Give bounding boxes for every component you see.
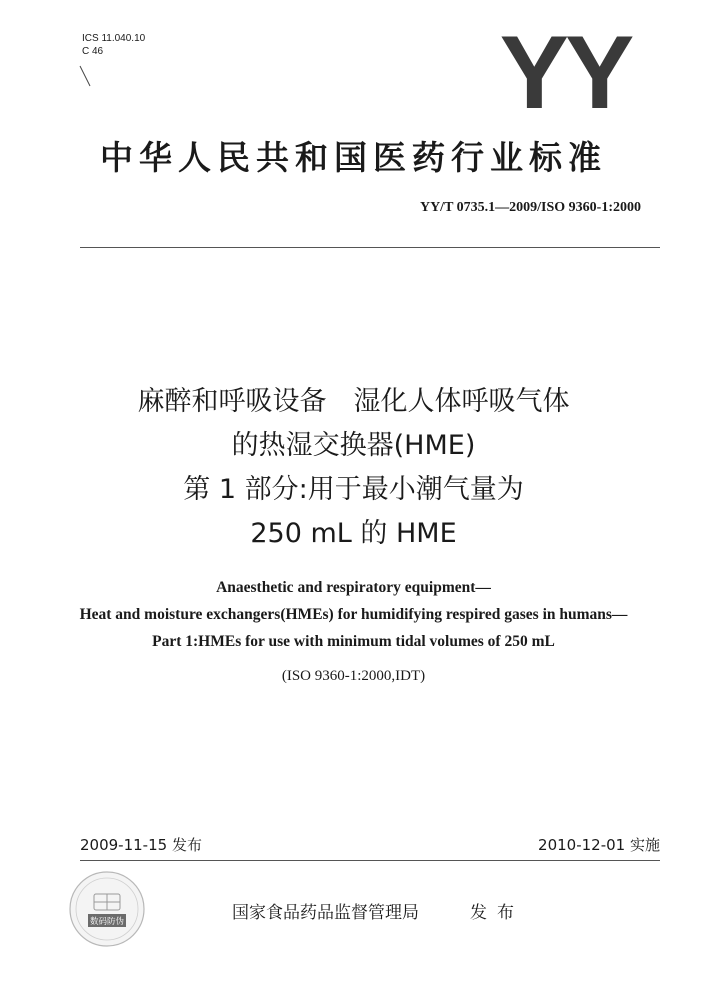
publish-label: 发布 <box>470 903 524 923</box>
english-title-line-1: Anaesthetic and respiratory equipment— <box>216 579 491 596</box>
seal-text: 数码防伪 <box>89 917 125 927</box>
chinese-title <box>0 380 707 556</box>
classification-codes <box>82 32 145 58</box>
top-divider <box>80 247 660 248</box>
chinese-title-line-2: 的热湿交换器(HME) <box>231 430 476 461</box>
issue-date: 2009-11-15 发布 <box>80 836 202 854</box>
iso-equivalence: (ISO 9360-1:2000,IDT) <box>281 668 426 684</box>
anti-counterfeit-seal-icon <box>66 868 148 950</box>
english-title-line-3: Part 1:HMEs for use with minimum tidal volumes of 250 mL <box>152 633 555 650</box>
ics-code: ICS 11.040.10 <box>82 33 146 44</box>
category-mark <box>485 26 645 116</box>
chinese-title-line-3: 第 1 部分:用于最小潮气量为 <box>183 474 524 505</box>
chinese-title-line-1: 麻醉和呼吸设备 湿化人体呼吸气体 <box>137 386 570 417</box>
chinese-title-line-4: 250 mL 的 HME <box>250 518 457 549</box>
organization-title: 中华人民共和国医药行业标准 <box>100 138 607 177</box>
bottom-divider <box>80 860 660 861</box>
implementation-date: 2010-12-01 实施 <box>538 836 660 854</box>
english-title-line-2: Heat and moisture exchangers(HMEs) for humidifying respired gases in humans— <box>79 606 628 623</box>
pen-mark-icon <box>78 64 92 88</box>
english-title <box>0 574 707 655</box>
ccs-code: C 46 <box>82 46 104 57</box>
publisher-name: 国家食品药品监督管理局 <box>232 903 419 923</box>
date-row <box>80 834 660 858</box>
category-mark-text: YY <box>499 26 631 116</box>
standard-number: YY/T 0735.1—2009/ISO 9360-1:2000 <box>419 200 641 215</box>
